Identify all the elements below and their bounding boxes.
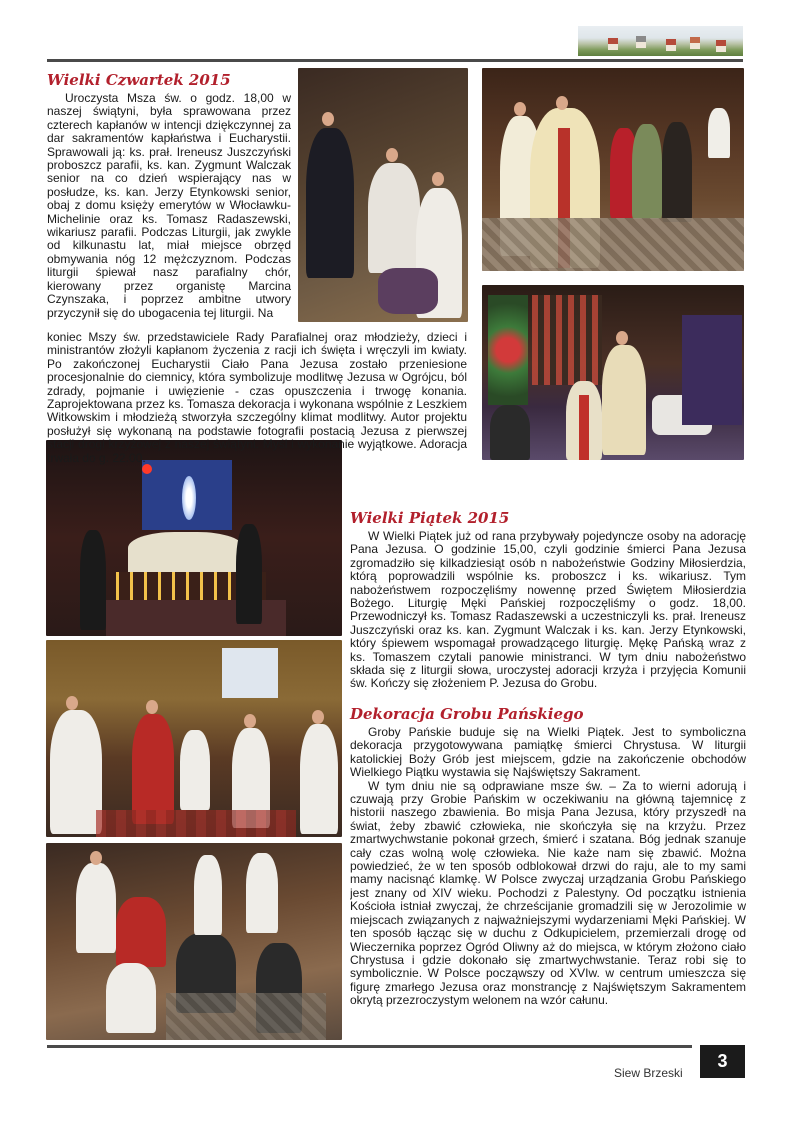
tomb-decoration-paragraph-2: W tym dniu nie są odprawiane msze św. – Za to wierni adorują i czuwają przy Grobie Pańskim w oczekiwaniu na główną tajemnicę z historii naszego zbawienia. Bo misja Pana Jezusa, który przyszedł na świat, żeby zbawić człowieka, nie skończyła się na krzyżu. Przez zmartwychwstanie pokonał grzech, śmierć i szatana. Bóg jednak szanuje cały czas wolną wolę człowieka. Nie każe nam się zbawić. Można powiedzieć, że w ten sposób odblokował drzwi do raju, ale to my sami mamy nacisnąć klamkę. W Polsce zwyczaj urządzania Grobu Pańskiego jest znany od XIV wieku. Pochodzi z Palestyny. Od początku istnienia Kościoła istniał zwyczaj, że chrześcijanie gromadzili się w Jerozolimie w miejscach związanych z najważniejszymi wydarzeniami Męki Pańskiej. W ten sposób łącząc się w duchu z Odkupicielem, przemierzali drogę od Wieczernika poprzez Ogród Oliwny aż do miejsca, w którym złożono ciało Chrystusa i gdzie dokonało się zmartwychwstanie. Teraz robi się to symbolicznie. W Polsce począwszy od XVIw. w centrum umieszcza się figurę zmarłego Jezusa oraz monstrancję z Najświętszym Sakramentem okrytą przezroczystym welonem na wzór całunu.	[350, 778, 746, 1008]
tomb-decoration-text	[350, 726, 746, 1040]
footer-rule	[47, 1045, 692, 1048]
good-friday-text	[350, 530, 746, 701]
header-rule	[47, 59, 743, 62]
publication-name: Siew Brzeski	[614, 1066, 683, 1080]
holy-thursday-paragraph-cont: koniec Mszy św. przedstawiciele Rady Parafialnej oraz młodzieży, dzieci i ministrantów złożyli kapłanom życzenia z racji ich święta i wręczyli im kwiaty. Po zakończonej Eucharystii Ciało Pana Jezusa zostało przeniesione procesjonalnie do ciemnicy, która symbolizuje modlitwę Jezusa w Ogrójcu, ból zdrady, pojmanie i uwięzienie - czas opuszczenia i trwogę konania. Zaprojektowana przez ks. Tomasza dekoracja i wykonana wspólnie z Leszkiem Witkowskim i młodzieżą stworzyła szczególny klimat modlitwy. Autor projektu posłużył się wykonaną na podstawie fotografii postacią Jezusa z pierwszej stacji drogi krzyżowej z naszej świątyni. Myśl i wykonanie wyjątkowe. Adoracja trwała do g. 22.00.	[47, 331, 467, 465]
photo-dark-chapel	[46, 440, 342, 636]
photo-cross-adoration	[46, 843, 342, 1040]
holy-thursday-text-cont	[47, 331, 467, 465]
photo-foot-washing	[298, 68, 468, 322]
photo-altar-procession	[482, 285, 744, 460]
good-friday-paragraph: W Wielki Piątek już od rana przybywały pojedyncze osoby na adorację Pana Jezusa. O godzinie 15,00, czyli godzinie śmierci Pana Jezusa zgromadziło się kilkadziesiąt osób n nabożeństwie Godziny Miłosierdzia, którą poprowadzili wspólnie ks. proboszcz i ks. wikariusz. Tym nabożeństwem rozpoczęliśmy nowennę przed Świętem Miłosierdzia Bożego. Liturgię Męki Pańskiej rozpoczęliśmy o godz. 18,00. Przewodniczył ks. Tomasz Radaszewski a uczestniczyli ks. prał. Ireneusz Juszczyński oraz ks. kan. Zygmunt Walczak i ks. kan. Jerzy Etynkowski, który śpiewem wspomagał prowadzącego liturgię. Mękę Pańską wraz z ks. Tomaszem czytali panowie ministranci. W tym dniu nabożeństwo składa się z liturgii słowa, uroczystej adoracji krzyża i przyjęcia Komunii św. Kończy się złożeniem P. Jezusa do Grobu.	[350, 530, 746, 691]
page-number: 3	[700, 1045, 745, 1078]
photo-priests-gifts	[482, 68, 744, 271]
holy-thursday-paragraph: Uroczysta Msza św. o godz. 18,00 w naszej świątyni, była sprawowana przez czterech kapłanów w intencji dziękczynnej za dar sakramentów kapłaństwa i Eucharystii. Sprawowali ją: ks. prał. Ireneusz Juszczyński proboszcz parafii, ks. kan. Zygmunt Walczak senior na co dzień wspierający nas w posłudze, ks. kan. Jerzy Etynkowski senior, obaj z domu księży emerytów w Włocławku-Michelinie oraz ks. Tomasz Radaszewski, wikariusz parafii. Podczas Liturgii, jak zwykle od kilkunastu lat, miał miejsce obrzęd obmywania nóg 12 mężczyznom. Podczas liturgii śpiewał nasz parafialny chór, kierowany przez organistę Marcina Czynszaka, i poprzez ambitne utwory przyczynił się do ubogacenia tej liturgii. Na	[47, 92, 291, 320]
section-title-good-friday: Wielki Piątek 2015	[350, 509, 510, 527]
section-title-holy-thursday: Wielki Czwartek 2015	[47, 71, 231, 89]
holy-thursday-text	[47, 92, 291, 330]
section-title-tomb-decoration: Dekoracja Grobu Pańskiego	[350, 705, 584, 723]
photo-good-friday-liturgy	[46, 640, 342, 837]
header-banner-photo	[578, 26, 743, 56]
tomb-decoration-paragraph-1: Groby Pańskie buduje się na Wielki Piątek. Jest to symboliczna dekoracja przygotowywana pamiątkę śmierci Chrystusa. W liturgii katolickiej Boży Grób jest miejscem, gdzie na zakończenie obchodów Wielkiego Piątku wystawia się Najświętszy Sakrament.	[350, 726, 746, 780]
